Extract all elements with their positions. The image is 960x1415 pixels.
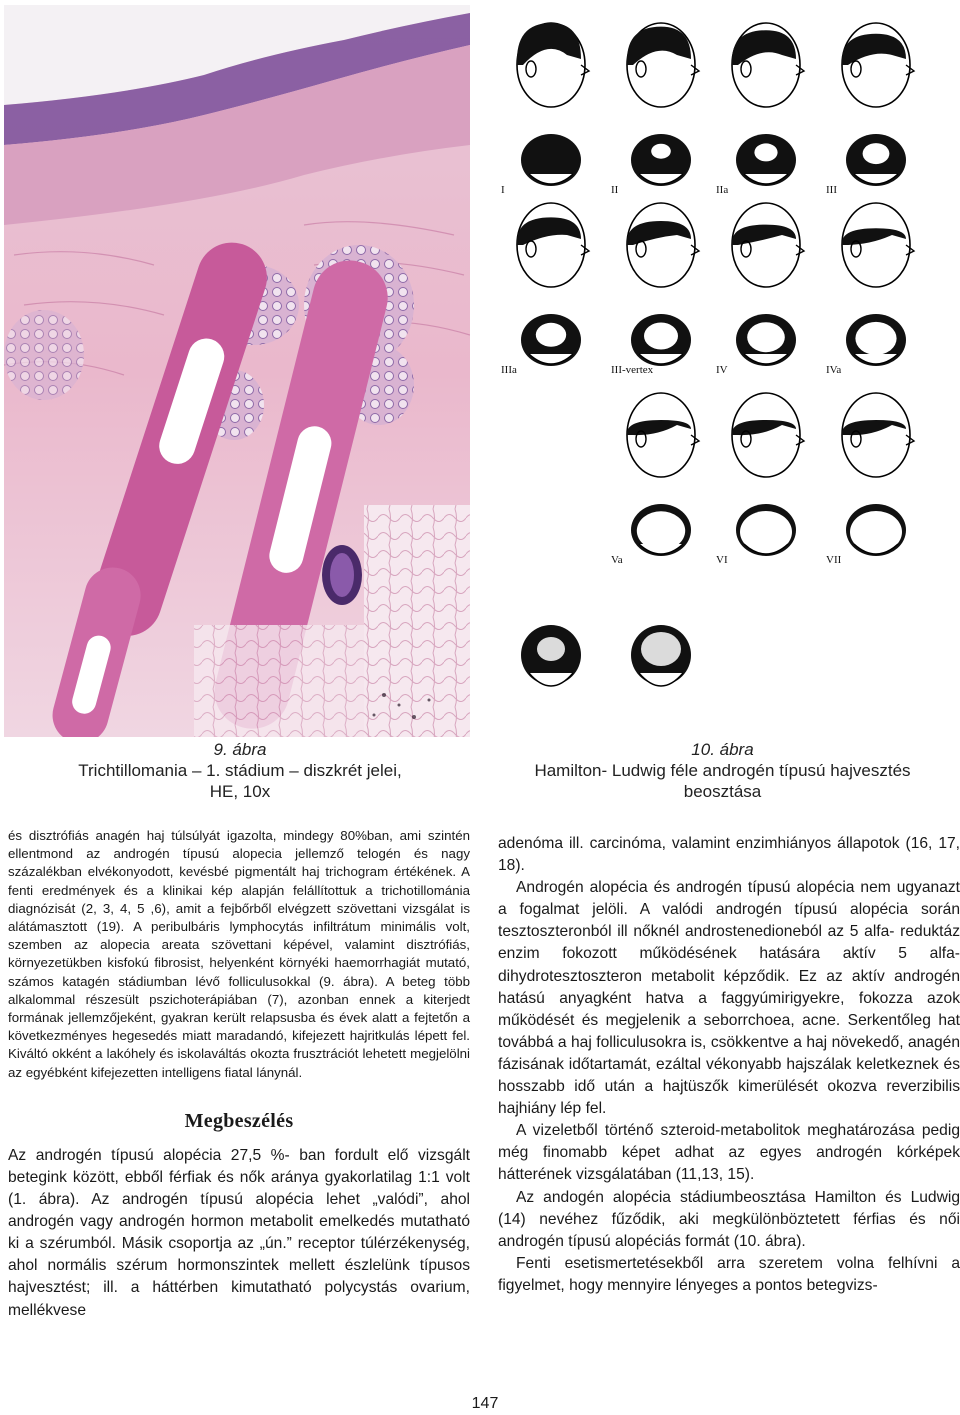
figure-10-caption-line1: Hamilton- Ludwig féle androgén típusú hajvesztés — [534, 761, 911, 780]
figure-9-caption-line2: HE, 10x — [209, 782, 271, 801]
right-text-column — [498, 833, 960, 1297]
discussion-paragraph: Az androgén típusú alopécia 27,5 %- ban fordult elő vizsgált betegink között, ebből férfiak és nők aránya gyakorlatilag 1:1 volt (1. ábra). Az androgén típusú alopécia lehet „valódi”, ahol androgén vagy androgén hormon metabolit emelkedés mutatható ki a szérumból. Másik csoportja az „ún.” receptor túlérzékenység, ahol normális szérum hormonszintek mellett észlelünk típusos hajvesztést; ill. a háttérben kimutatható polycystás ovarium, mellékvese — [8, 1146, 470, 1319]
page-number: 147 — [471, 1395, 499, 1412]
stage-label: IV — [716, 364, 728, 376]
figure-10-caption-line2: beosztása — [683, 782, 762, 801]
stage-label: II — [611, 184, 619, 196]
stage-label: IVa — [826, 364, 842, 376]
figure-10-caption — [485, 739, 960, 802]
stage-label: Va — [611, 554, 623, 566]
stage-label: VI — [716, 554, 728, 566]
right-paragraph-5: Fenti esetismertetésekből arra szeretem volna felhívni a figyelmet, hogy mennyire lényeges a pontos betegvizs- — [498, 1254, 960, 1294]
intro-paragraph: és disztrófiás anagén haj túlsúlyát igazolta, mindegy 80%ban, ami szintén ellentmond az androgén típusú alopecia jellemző telogén és nagy százalékban elvékonyodott, kevésbé pigmentált haj trichogram értékének. A fenti eredmények és a klinikai kép alapján felállítottuk a trichotillománia diagnózisát (2, 3, 4, 5 ,6), amit a fejbőrből elvégzett szövettani vizsgálat is alátámasztott (19). A peribulbáris lymphocytás infiltrátum minimális volt, szemben az alopecia areata szövettani képével, valamint disztrófiás, környezetükben kisfokú fibrosist, helyenként környéki haemorrhagiát mutató, számos katagén stádiumban lévő folliculusokkal (9. ábra). A beteg több alkalommal részesült pszichoterápiában (7), azonban ennek a kiterjedt formának jellemzőjeként, gyakran került relapsusba és évek alatt a fejtetőn a következményes hegesedés miatt maradandó, kifejezett hajritkulás lépett fel. Kiváltó okként a lakóhely és iskolaváltás okozta frusztrációt lehetett megjelölni az egyébként kifejezetten intelligens fiatal lánynál. — [8, 828, 470, 1080]
histology-micrograph — [4, 5, 470, 737]
section-heading: Megbeszélés — [184, 1109, 294, 1132]
stage-label: IIa — [716, 184, 729, 196]
right-paragraph-4: Az andogén alopécia stádiumbeosztása Hamilton és Ludwig (14) nevéhez fűződik, aki megkülönböztetett férfias és női androgén típusú alopéciás formát (10. ábra). — [498, 1188, 960, 1250]
figure-9-caption — [0, 739, 480, 802]
hamilton-stage-drawings — [496, 5, 956, 737]
stage-label: I — [501, 184, 505, 196]
figure-9-number: 9. ábra — [213, 740, 267, 759]
stage-label: VII — [826, 554, 842, 566]
left-text-column — [8, 827, 470, 1322]
figure-9-caption-line1: Trichtillomania – 1. stádium – diszkrét jelei, — [78, 761, 402, 780]
stage-label: III-vertex — [611, 364, 654, 376]
right-paragraph-3: A vizeletből történő szteroid-metabolitok meghatározása pedig még finomabb képet adhat az egyes androgén kórképek hátterének vizsgálatában (11,13, 15). — [498, 1122, 960, 1184]
hamilton-ludwig-chart — [496, 5, 956, 737]
histology-image — [4, 5, 470, 737]
right-paragraph-2: Androgén alopécia és androgén típusú alopécia nem ugyanazt a fogalmat jelöli. A valódi androgén típusú alopécia során tesztoszteronból ill nőknél androstenedioneból az 5 alfa- reduktáz enzim fokozott működésének hatására aktív 5 alfa-dihydrotesztoszteron metabolit képződik. Ez az aktív androgén hatású anyagként hatva a faggyúmirigyekre, fokozza azok működését és megjelenik a seborrchoea, acne. Serkentőleg hat továbbá a haj folliculusokra is, csökkentve a haj növekedő, anagén fázisának időtartamát, ezáltal vékonyabb hajszálak keletkeznek és hosszabb idő után a hajtüszők kimerülését okozva reverzibilis hajhiány lép fel. — [498, 879, 960, 1118]
stage-label: IIIa — [501, 364, 517, 376]
right-paragraph-1: adenóma ill. carcinóma, valamint enzimhiányos állapotok (16, 17, 18). — [498, 835, 960, 875]
figure-10-number: 10. ábra — [691, 740, 754, 759]
stage-label: III — [826, 184, 837, 196]
